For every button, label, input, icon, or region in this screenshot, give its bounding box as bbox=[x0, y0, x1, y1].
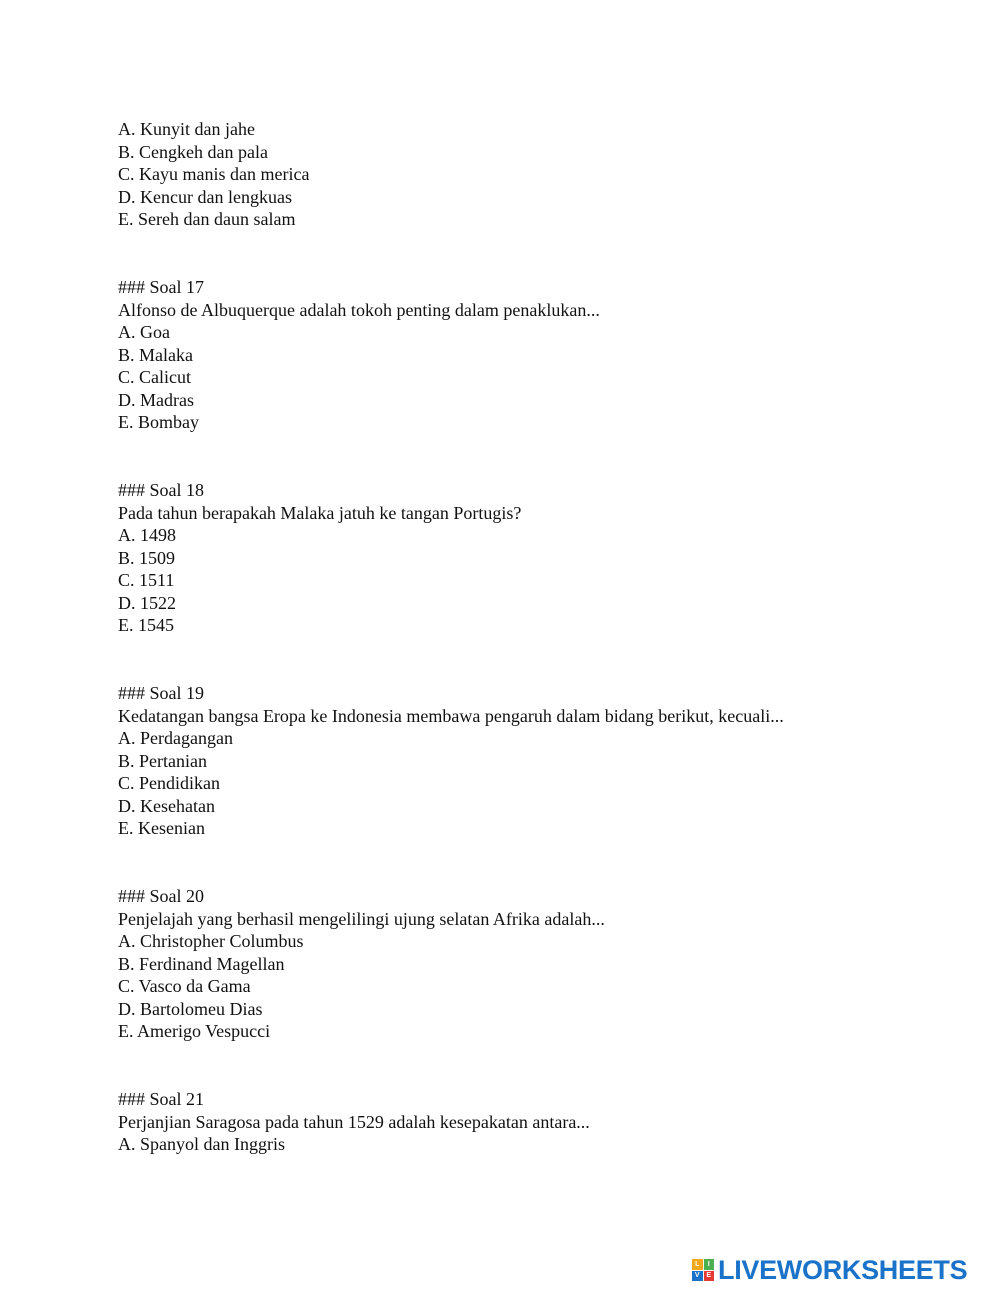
question-heading: ### Soal 21 bbox=[118, 1089, 205, 1109]
logo-text: LIVEWORKSHEETS bbox=[718, 1255, 968, 1285]
logo-mark-tile: L bbox=[692, 1259, 703, 1270]
question-text: Perjanjian Saragosa pada tahun 1529 adalah kesepakatan antara... bbox=[118, 1112, 590, 1132]
option-b: B. Pertanian bbox=[118, 751, 207, 771]
question-text: Kedatangan bangsa Eropa ke Indonesia membawa pengaruh dalam bidang berikut, kecuali... bbox=[118, 706, 784, 726]
option-b: B. Cengkeh dan pala bbox=[118, 142, 268, 162]
option-c: C. Vasco da Gama bbox=[118, 976, 251, 996]
option-e: E. Sereh dan daun salam bbox=[118, 209, 296, 229]
option-a: A. Perdagangan bbox=[118, 728, 233, 748]
option-c: C. Kayu manis dan merica bbox=[118, 164, 310, 184]
question-heading: ### Soal 19 bbox=[118, 683, 205, 703]
option-d: D. Bartolomeu Dias bbox=[118, 999, 263, 1019]
option-d: D. 1522 bbox=[118, 593, 176, 613]
question-text: Pada tahun berapakah Malaka jatuh ke tangan Portugis? bbox=[118, 503, 522, 523]
option-e: E. Amerigo Vespucci bbox=[118, 1021, 271, 1041]
option-d: D. Kencur dan lengkuas bbox=[118, 187, 292, 207]
option-a: A. Kunyit dan jahe bbox=[118, 119, 255, 139]
question-heading: ### Soal 17 bbox=[118, 277, 205, 297]
question-heading: ### Soal 20 bbox=[118, 886, 205, 906]
option-a: A. Goa bbox=[118, 322, 170, 342]
option-a: A. 1498 bbox=[118, 525, 176, 545]
option-b: B. 1509 bbox=[118, 548, 176, 568]
option-c: C. Calicut bbox=[118, 367, 191, 387]
liveworksheets-logo bbox=[692, 1256, 967, 1284]
option-b: B. Ferdinand Magellan bbox=[118, 954, 285, 974]
logo-mark-tile: E bbox=[704, 1271, 715, 1282]
option-c: C. 1511 bbox=[118, 570, 175, 590]
option-d: D. Kesehatan bbox=[118, 796, 215, 816]
logo-mark-icon bbox=[692, 1259, 714, 1281]
option-a: A. Christopher Columbus bbox=[118, 931, 304, 951]
question-text: Alfonso de Albuquerque adalah tokoh penting dalam penaklukan... bbox=[118, 300, 600, 320]
option-e: E. 1545 bbox=[118, 615, 174, 635]
option-d: D. Madras bbox=[118, 390, 194, 410]
option-e: E. Kesenian bbox=[118, 818, 205, 838]
option-b: B. Malaka bbox=[118, 345, 193, 365]
option-c: C. Pendidikan bbox=[118, 773, 220, 793]
option-a: A. Spanyol dan Inggris bbox=[118, 1134, 285, 1154]
question-text: Penjelajah yang berhasil mengelilingi ujung selatan Afrika adalah... bbox=[118, 909, 605, 929]
option-e: E. Bombay bbox=[118, 412, 199, 432]
question-heading: ### Soal 18 bbox=[118, 480, 205, 500]
logo-mark-tile: V bbox=[692, 1271, 703, 1282]
logo-mark-tile: I bbox=[704, 1259, 715, 1270]
